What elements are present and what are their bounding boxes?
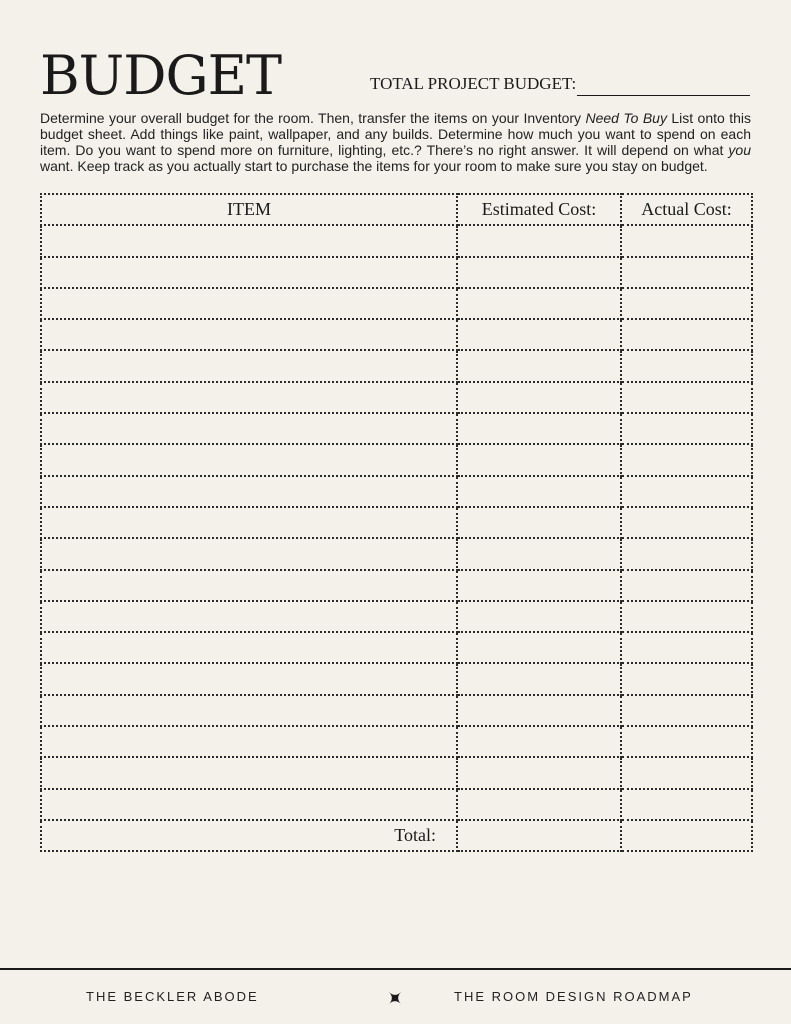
total-row xyxy=(41,820,752,851)
item-cell[interactable] xyxy=(41,350,457,381)
actual-cost-cell[interactable] xyxy=(621,632,752,663)
table-row xyxy=(41,663,752,694)
budget-table xyxy=(40,193,753,852)
item-cell[interactable] xyxy=(41,444,457,475)
total-label: Total: xyxy=(41,820,457,851)
table-row xyxy=(41,601,752,632)
actual-cost-cell[interactable] xyxy=(621,789,752,820)
estimated-cost-cell[interactable] xyxy=(457,257,621,288)
actual-cost-cell[interactable] xyxy=(621,726,752,757)
actual-cost-cell[interactable] xyxy=(621,757,752,788)
instructions-text-2: List onto this budget sheet. Add things like paint, wallpaper, and any builds. Determine how much you want to spend on each item. Do you want to spend more on furniture, lighting, etc.? There’s no right answer. It will depend on what xyxy=(40,110,751,158)
actual-cost-cell[interactable] xyxy=(621,350,752,381)
item-cell[interactable] xyxy=(41,757,457,788)
item-cell[interactable] xyxy=(41,507,457,538)
column-header-estimated-cost: Estimated Cost: xyxy=(457,194,621,225)
table-row xyxy=(41,476,752,507)
table-row xyxy=(41,726,752,757)
footer-divider xyxy=(0,968,791,970)
item-cell[interactable] xyxy=(41,413,457,444)
estimated-cost-cell[interactable] xyxy=(457,726,621,757)
item-cell[interactable] xyxy=(41,382,457,413)
estimated-cost-cell[interactable] xyxy=(457,601,621,632)
estimated-cost-cell[interactable] xyxy=(457,382,621,413)
actual-cost-cell[interactable] xyxy=(621,288,752,319)
actual-cost-cell[interactable] xyxy=(621,319,752,350)
estimated-cost-cell[interactable] xyxy=(457,570,621,601)
estimated-cost-cell[interactable] xyxy=(457,507,621,538)
item-cell[interactable] xyxy=(41,570,457,601)
table-row xyxy=(41,257,752,288)
table-body xyxy=(41,225,752,820)
item-cell[interactable] xyxy=(41,538,457,569)
table-header-row xyxy=(41,194,752,225)
estimated-cost-cell[interactable] xyxy=(457,319,621,350)
table-row xyxy=(41,350,752,381)
actual-cost-cell[interactable] xyxy=(621,225,752,256)
actual-cost-cell[interactable] xyxy=(621,413,752,444)
instructions-paragraph xyxy=(40,110,751,174)
table-row xyxy=(41,789,752,820)
actual-cost-cell[interactable] xyxy=(621,695,752,726)
actual-cost-cell[interactable] xyxy=(621,538,752,569)
instructions-text-1: Determine your overall budget for the room. Then, transfer the items on your Inventory xyxy=(40,110,586,126)
footer-guide-title: THE ROOM DESIGN ROADMAP xyxy=(454,989,693,1004)
item-cell[interactable] xyxy=(41,695,457,726)
estimated-cost-cell[interactable] xyxy=(457,444,621,475)
table-row xyxy=(41,225,752,256)
item-cell[interactable] xyxy=(41,632,457,663)
item-cell[interactable] xyxy=(41,663,457,694)
four-point-star-icon xyxy=(386,989,404,1007)
item-cell[interactable] xyxy=(41,288,457,319)
table-row xyxy=(41,413,752,444)
footer-brand: THE BECKLER ABODE xyxy=(86,989,259,1004)
estimated-cost-cell[interactable] xyxy=(457,789,621,820)
instructions-text-3: want. Keep track as you actually start to purchase the items for your room to make sure you stay on budget. xyxy=(40,158,708,174)
estimated-cost-cell[interactable] xyxy=(457,350,621,381)
actual-cost-cell[interactable] xyxy=(621,601,752,632)
column-header-item: ITEM xyxy=(41,194,457,225)
table-row xyxy=(41,319,752,350)
table-row xyxy=(41,570,752,601)
total-estimated-cell[interactable] xyxy=(457,820,621,851)
estimated-cost-cell[interactable] xyxy=(457,663,621,694)
table-row xyxy=(41,757,752,788)
actual-cost-cell[interactable] xyxy=(621,570,752,601)
actual-cost-cell[interactable] xyxy=(621,507,752,538)
item-cell[interactable] xyxy=(41,726,457,757)
instructions-italic-2: you xyxy=(728,142,751,158)
total-project-budget-field[interactable] xyxy=(577,75,750,96)
estimated-cost-cell[interactable] xyxy=(457,413,621,444)
item-cell[interactable] xyxy=(41,601,457,632)
estimated-cost-cell[interactable] xyxy=(457,476,621,507)
table-row xyxy=(41,538,752,569)
table-row xyxy=(41,695,752,726)
estimated-cost-cell[interactable] xyxy=(457,757,621,788)
table-row xyxy=(41,632,752,663)
item-cell[interactable] xyxy=(41,257,457,288)
actual-cost-cell[interactable] xyxy=(621,476,752,507)
estimated-cost-cell[interactable] xyxy=(457,225,621,256)
table-row xyxy=(41,288,752,319)
estimated-cost-cell[interactable] xyxy=(457,288,621,319)
total-actual-cell[interactable] xyxy=(621,820,752,851)
actual-cost-cell[interactable] xyxy=(621,382,752,413)
instructions-italic-1: Need To Buy xyxy=(585,110,667,126)
item-cell[interactable] xyxy=(41,225,457,256)
table-row xyxy=(41,382,752,413)
actual-cost-cell[interactable] xyxy=(621,444,752,475)
estimated-cost-cell[interactable] xyxy=(457,538,621,569)
total-project-budget-label: TOTAL PROJECT BUDGET: xyxy=(370,74,577,93)
estimated-cost-cell[interactable] xyxy=(457,695,621,726)
column-header-actual-cost: Actual Cost: xyxy=(621,194,752,225)
item-cell[interactable] xyxy=(41,319,457,350)
page-title: BUDGET xyxy=(40,44,282,107)
actual-cost-cell[interactable] xyxy=(621,257,752,288)
table-row xyxy=(41,507,752,538)
table-row xyxy=(41,444,752,475)
estimated-cost-cell[interactable] xyxy=(457,632,621,663)
total-project-budget xyxy=(370,70,750,96)
item-cell[interactable] xyxy=(41,789,457,820)
item-cell[interactable] xyxy=(41,476,457,507)
actual-cost-cell[interactable] xyxy=(621,663,752,694)
